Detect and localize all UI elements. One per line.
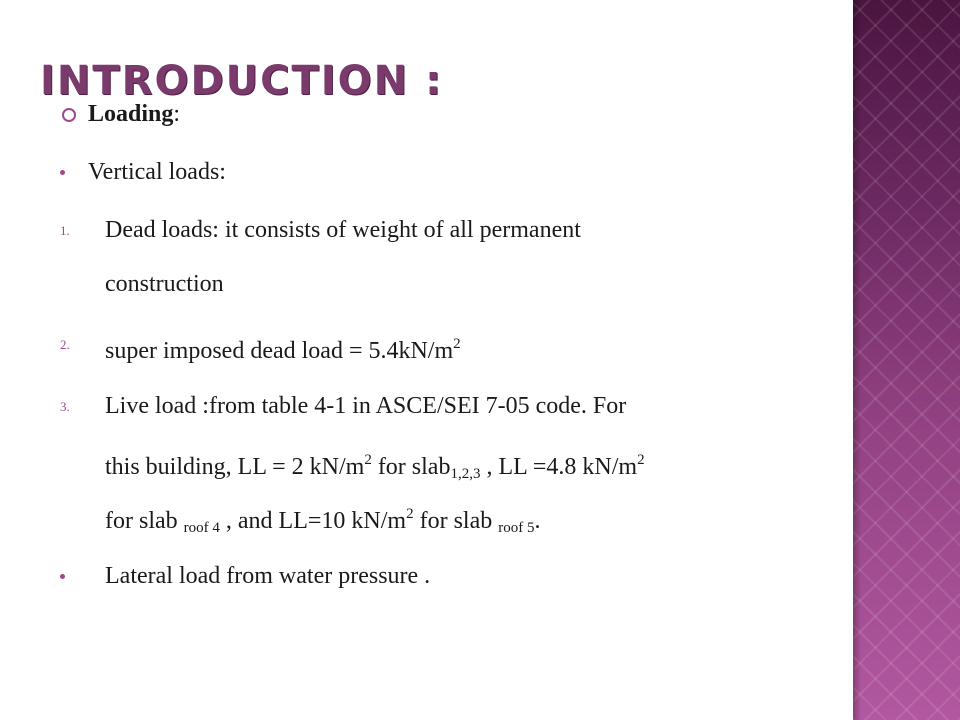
item-1-line-2: construction bbox=[105, 271, 224, 297]
item-3-line-2-sup-a: 2 bbox=[364, 452, 372, 468]
item-3-line-2-sub: 1,2,3 bbox=[450, 466, 481, 482]
decorative-side-panel bbox=[853, 0, 960, 720]
item-number-2: 2. bbox=[60, 337, 70, 352]
loading-suffix: : bbox=[173, 101, 181, 127]
item-3-line-2-sup-c: 2 bbox=[637, 452, 645, 468]
ring-bullet-icon bbox=[62, 108, 76, 122]
item-3-line-3-sup-b: 2 bbox=[406, 506, 414, 522]
item-3-line-3-d: . bbox=[534, 508, 541, 534]
item-3-line-2-b: for slab bbox=[371, 454, 451, 480]
item-3-line-2 bbox=[105, 446, 645, 488]
item-2-line bbox=[105, 330, 461, 365]
vertical-loads-text: Vertical loads: bbox=[88, 159, 226, 185]
dot-bullet-icon bbox=[60, 170, 65, 175]
lateral-load-text: Lateral load from water pressure . bbox=[105, 563, 431, 589]
item-3-line-3-sub-c: roof 5 bbox=[498, 520, 535, 536]
loading-label: Loading bbox=[88, 101, 174, 127]
item-3-line-3-a: for slab bbox=[105, 508, 184, 534]
slide-title: INTRODUCTION : bbox=[40, 58, 444, 104]
item-1-line-1: Dead loads: it consists of weight of all permanent bbox=[105, 217, 581, 243]
item-3-line-2-c: , LL =4.8 kN/m bbox=[480, 454, 638, 480]
item-2-text: super imposed dead load = 5.4kN/m bbox=[105, 338, 454, 364]
panel-edge-shadow bbox=[853, 0, 861, 720]
item-3-line-1: Live load :from table 4-1 in ASCE/SEI 7-05 code. For bbox=[105, 393, 627, 419]
loading-heading bbox=[88, 100, 180, 128]
diamond-pattern bbox=[853, 0, 960, 720]
dot-bullet-icon bbox=[60, 574, 65, 579]
item-number-3: 3. bbox=[60, 399, 70, 414]
item-number-1: 1. bbox=[60, 223, 70, 238]
item-3-line-3 bbox=[105, 500, 541, 542]
item-3-line-3-c: for slab bbox=[413, 508, 499, 534]
item-3-line-3-sub-a: roof 4 bbox=[183, 520, 220, 536]
item-3-line-3-b: , and LL=10 kN/m bbox=[219, 508, 407, 534]
item-2-sup: 2 bbox=[453, 336, 461, 352]
item-3-line-2-a: this building, LL = 2 kN/m bbox=[105, 454, 365, 480]
